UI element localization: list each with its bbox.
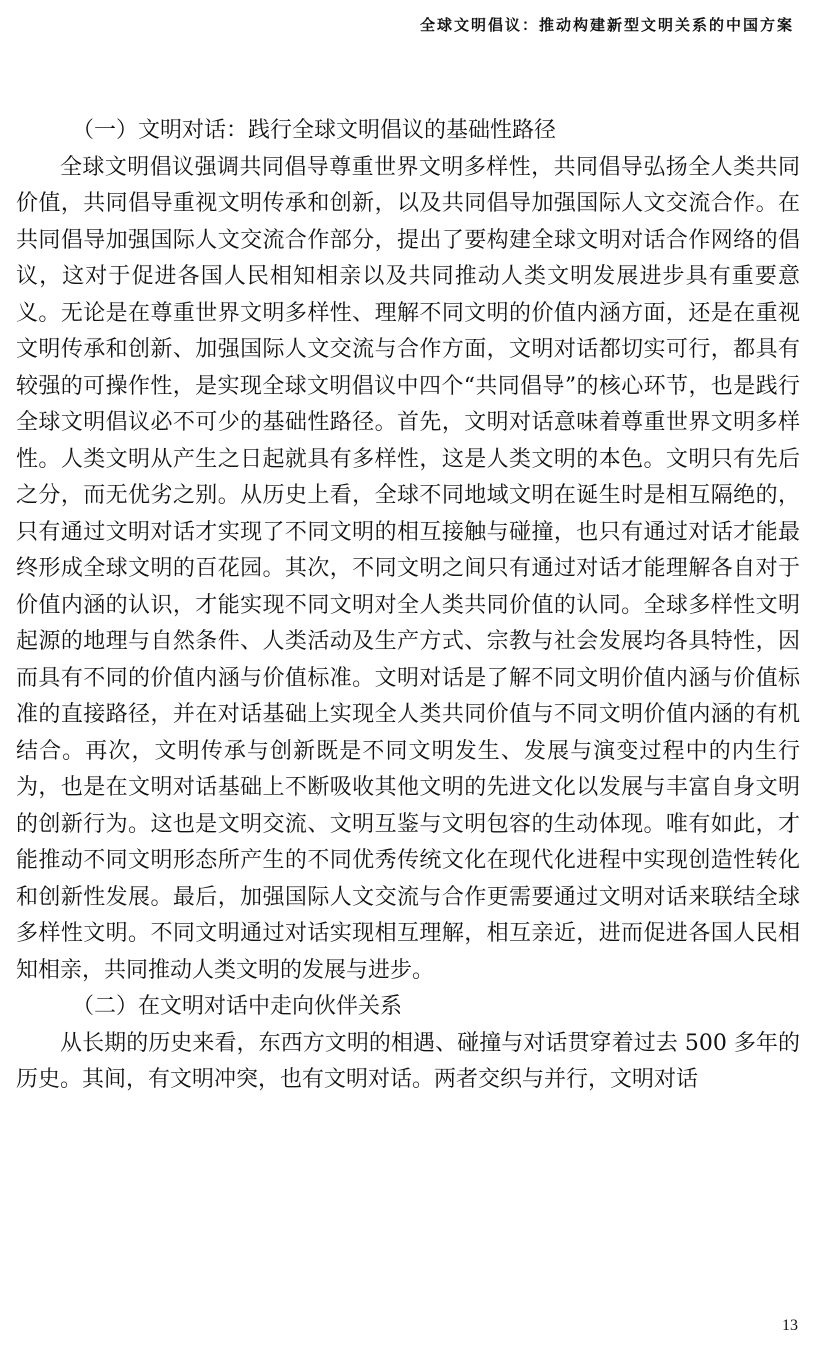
article-body <box>16 113 800 1099</box>
paragraph-1: 全球文明倡议强调共同倡导尊重世界文明多样性，共同倡导弘扬全人类共同价值，共同倡导重视文明传承和创新，以及共同倡导加强国际人文交流合作。在共同倡导加强国际人文交流合作部分，提出了要构建全球文明对话合作网络的倡议，这对于促进各国人民相知相亲以及共同推动人类文明发展进步具有重要意义。无论是在尊重世界文明多样性、理解不同文明的价值内涵方面，还是在重视文明传承和创新、加强国际人文交流与合作方面，文明对话都切实可行，都具有较强的可操作性，是实现全球文明倡议中四个“共同倡导”的核心环节，也是践行全球文明倡议必不可少的基础性路径。首先，文明对话意味着尊重世界文明多样性。人类文明从产生之日起就具有多样性，这是人类文明的本色。文明只有先后之分，而无优劣之别。从历史上看，全球不同地域文明在诞生时是相互隔绝的，只有通过文明对话才实现了不同文明的相互接触与碰撞，也只有通过对话才能最终形成全球文明的百花园。其次，不同文明之间只有通过对话才能理解各自对于价值内涵的认识，才能实现不同文明对全人类共同价值的认同。全球多样性文明起源的地理与自然条件、人类活动及生产方式、宗教与社会发展均各具特性，因而具有不同的价值内涵与价值标准。文明对话是了解不同文明价值内涵与价值标准的直接路径，并在对话基础上实现全人类共同价值与不同文明价值内涵的有机结合。再次，文明传承与创新既是不同文明发生、发展与演变过程中的内生行为，也是在文明对话基础上不断吸收其他文明的先进文化以发展与丰富自身文明的创新行为。这也是文明交流、文明互鉴与文明包容的生动体现。唯有如此，才能推动不同文明形态所产生的不同优秀传统文化在现代化进程中实现创造性转化和创新性发展。最后，加强国际人文交流与合作更需要通过文明对话来联结全球多样性文明。不同文明通过对话实现相互理解，相互亲近，进而促进各国人民相知相亲，共同推动人类文明的发展与进步。 <box>16 154 800 983</box>
running-header: 全球文明倡议：推动构建新型文明关系的中国方案 <box>419 16 794 34</box>
section-heading-1: （一）文明对话：践行全球文明倡议的基础性路径 <box>72 118 557 143</box>
page-number: 13 <box>782 1317 798 1334</box>
section-heading-2: （二）在文明对话中走向伙伴关系 <box>72 994 403 1019</box>
paragraph-2: 从长期的历史来看，东西方文明的相遇、碰撞与对话贯穿着过去 500 多年的历史。其间，有文明冲突，也有文明对话。两者交织与并行，文明对话 <box>16 1030 800 1092</box>
